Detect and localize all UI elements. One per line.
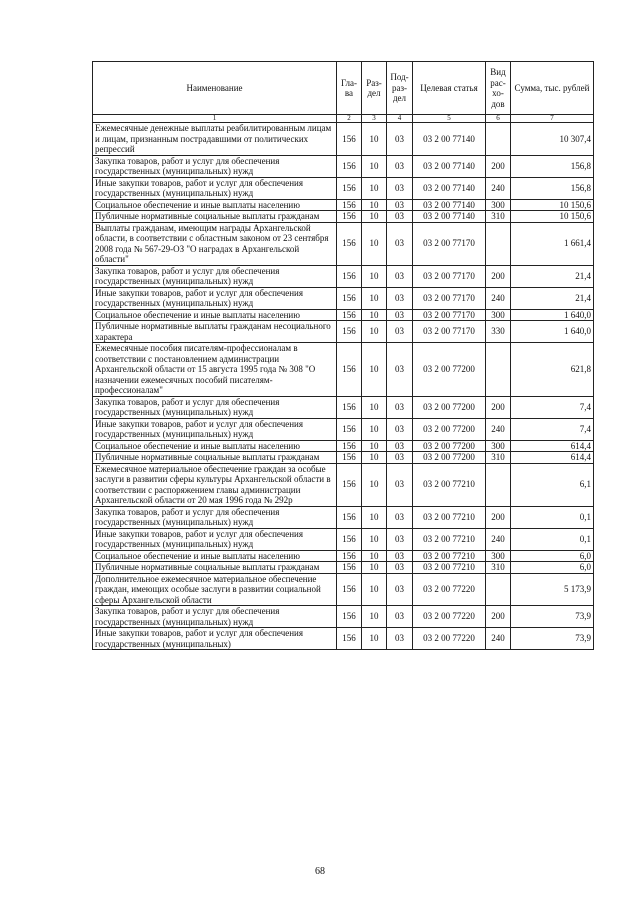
row-section: 10 [362,265,387,287]
row-subsection: 03 [387,550,413,562]
header-chapter: Гла-ва [337,62,362,115]
row-subsection: 03 [387,573,413,606]
row-target: 03 2 00 77210 [413,562,486,574]
row-name: Социальное обеспечение и иные выплаты населению [93,309,337,321]
row-type: 310 [486,562,511,574]
header-sum: Сумма, тыс. рублей [511,62,594,115]
row-sum: 21,4 [511,287,594,309]
row-sum: 1 661,4 [511,222,594,265]
header-section: Раз-дел [362,62,387,115]
row-subsection: 03 [387,606,413,628]
table-row [93,528,594,550]
row-section: 10 [362,528,387,550]
row-name: Публичные нормативные социальные выплаты гражданам [93,452,337,464]
row-target: 03 2 00 77140 [413,155,486,177]
table-row [93,343,594,397]
row-target: 03 2 00 77170 [413,321,486,343]
row-chapter: 156 [337,528,362,550]
row-name: Ежемесячные денежные выплаты реабилитированным лицам и лицам, признанным пострадавшими от политических репрессий [93,123,337,156]
header-subsection: Под-раз-дел [387,62,413,115]
row-subsection: 03 [387,562,413,574]
column-number-row [93,115,594,123]
row-chapter: 156 [337,506,362,528]
row-section: 10 [362,396,387,418]
row-target: 03 2 00 77210 [413,463,486,506]
row-subsection: 03 [387,628,413,650]
column-number: 5 [413,115,486,123]
row-section: 10 [362,463,387,506]
row-chapter: 156 [337,463,362,506]
row-chapter: 156 [337,287,362,309]
column-number: 2 [337,115,362,123]
row-target: 03 2 00 77140 [413,211,486,223]
row-name: Закупка товаров, работ и услуг для обеспечения государственных (муниципальных) нужд [93,155,337,177]
row-section: 10 [362,309,387,321]
row-section: 10 [362,573,387,606]
row-sum: 10 150,6 [511,199,594,211]
row-type: 300 [486,309,511,321]
row-target: 03 2 00 77200 [413,452,486,464]
row-subsection: 03 [387,418,413,440]
row-subsection: 03 [387,123,413,156]
row-chapter: 156 [337,211,362,223]
row-chapter: 156 [337,321,362,343]
row-target: 03 2 00 77140 [413,199,486,211]
row-target: 03 2 00 77200 [413,396,486,418]
row-subsection: 03 [387,321,413,343]
row-sum: 614,4 [511,452,594,464]
column-number: 4 [387,115,413,123]
table-row [93,199,594,211]
table-row [93,309,594,321]
row-target: 03 2 00 77170 [413,287,486,309]
row-target: 03 2 00 77140 [413,123,486,156]
row-type: 240 [486,628,511,650]
row-sum: 1 640,0 [511,321,594,343]
row-type: 200 [486,606,511,628]
row-section: 10 [362,211,387,223]
row-chapter: 156 [337,550,362,562]
row-subsection: 03 [387,309,413,321]
row-chapter: 156 [337,452,362,464]
row-name: Иные закупки товаров, работ и услуг для обеспечения государственных (муниципальных) нужд [93,528,337,550]
row-section: 10 [362,199,387,211]
row-name: Закупка товаров, работ и услуг для обеспечения государственных (муниципальных) нужд [93,396,337,418]
table-row [93,123,594,156]
row-sum: 621,8 [511,343,594,397]
row-name: Ежемесячные пособия писателям-профессионалам в соответствии с постановлением администрации Архангельской области от 15 августа 1995 года № 308 "О назначении ежемесячных пособий писателям-профессионалам" [93,343,337,397]
row-chapter: 156 [337,440,362,452]
row-chapter: 156 [337,123,362,156]
row-name: Публичные нормативные социальные выплаты гражданам [93,562,337,574]
row-name: Ежемесячное материальное обеспечение граждан за особые заслуги в развитии сферы культуры Архангельской области в соответствии с распоряжением главы администрации Архангельской области от 20 мая 1996 года № 292р [93,463,337,506]
row-subsection: 03 [387,506,413,528]
row-section: 10 [362,628,387,650]
row-target: 03 2 00 77200 [413,440,486,452]
row-name: Иные закупки товаров, работ и услуг для обеспечения государственных (муниципальных) нужд [93,418,337,440]
row-sum: 73,9 [511,606,594,628]
row-target: 03 2 00 77220 [413,606,486,628]
row-sum: 1 640,0 [511,309,594,321]
header-name: Наименование [93,62,337,115]
row-type [486,222,511,265]
row-sum: 10 307,4 [511,123,594,156]
row-name: Социальное обеспечение и иные выплаты населению [93,440,337,452]
table-row [93,440,594,452]
row-name: Иные закупки товаров, работ и услуг для обеспечения государственных (муниципальных) [93,628,337,650]
row-chapter: 156 [337,418,362,440]
row-type: 240 [486,177,511,199]
budget-table [92,61,594,650]
row-type: 330 [486,321,511,343]
table-row [93,265,594,287]
table-row [93,287,594,309]
row-type: 310 [486,452,511,464]
column-number: 7 [511,115,594,123]
page-number: 68 [315,866,325,877]
row-name: Закупка товаров, работ и услуг для обеспечения государственных (муниципальных) нужд [93,506,337,528]
row-sum: 6,0 [511,562,594,574]
table-body [93,123,594,650]
row-type: 200 [486,396,511,418]
row-subsection: 03 [387,211,413,223]
row-name: Выплаты гражданам, имеющим награды Архангельской области, в соответствии с областным законом от 23 сентября 2008 года № 567-29-ОЗ "О наградах в Архангельской области" [93,222,337,265]
header-type: Вид рас-хо-дов [486,62,511,115]
row-subsection: 03 [387,452,413,464]
row-sum: 7,4 [511,396,594,418]
row-target: 03 2 00 77210 [413,550,486,562]
row-section: 10 [362,321,387,343]
row-chapter: 156 [337,573,362,606]
row-name: Публичные нормативные социальные выплаты гражданам [93,211,337,223]
row-sum: 614,4 [511,440,594,452]
row-type [486,463,511,506]
row-chapter: 156 [337,265,362,287]
table-row [93,506,594,528]
row-chapter: 156 [337,562,362,574]
row-type: 300 [486,199,511,211]
row-sum: 156,8 [511,177,594,199]
row-target: 03 2 00 77170 [413,265,486,287]
row-target: 03 2 00 77210 [413,528,486,550]
row-chapter: 156 [337,343,362,397]
row-type: 240 [486,287,511,309]
row-section: 10 [362,155,387,177]
table-row [93,418,594,440]
row-subsection: 03 [387,199,413,211]
row-type: 200 [486,155,511,177]
row-name: Публичные нормативные выплаты гражданам несоциального характера [93,321,337,343]
row-sum: 0,1 [511,528,594,550]
row-name: Дополнительное ежемесячное материальное обеспечение граждан, имеющих особые заслуги в развитии социальной сферы Архангельской области [93,573,337,606]
row-subsection: 03 [387,287,413,309]
table-row [93,606,594,628]
row-type [486,343,511,397]
row-type: 240 [486,528,511,550]
table-row [93,463,594,506]
row-chapter: 156 [337,309,362,321]
row-sum: 0,1 [511,506,594,528]
row-chapter: 156 [337,222,362,265]
row-section: 10 [362,177,387,199]
row-target: 03 2 00 77200 [413,343,486,397]
row-chapter: 156 [337,177,362,199]
table-row [93,211,594,223]
table-row [93,628,594,650]
row-target: 03 2 00 77170 [413,222,486,265]
row-sum: 6,1 [511,463,594,506]
row-sum: 7,4 [511,418,594,440]
row-section: 10 [362,452,387,464]
row-name: Закупка товаров, работ и услуг для обеспечения государственных (муниципальных) нужд [93,265,337,287]
row-subsection: 03 [387,528,413,550]
column-number: 1 [93,115,337,123]
table-row [93,550,594,562]
row-type: 200 [486,506,511,528]
row-name: Иные закупки товаров, работ и услуг для обеспечения государственных (муниципальных) нужд [93,287,337,309]
row-section: 10 [362,287,387,309]
row-type: 310 [486,211,511,223]
row-section: 10 [362,123,387,156]
row-sum: 73,9 [511,628,594,650]
table-row [93,321,594,343]
row-subsection: 03 [387,343,413,397]
row-target: 03 2 00 77170 [413,309,486,321]
row-section: 10 [362,418,387,440]
row-target: 03 2 00 77220 [413,573,486,606]
row-target: 03 2 00 77220 [413,628,486,650]
row-target: 03 2 00 77200 [413,418,486,440]
row-type: 200 [486,265,511,287]
row-type [486,573,511,606]
row-target: 03 2 00 77210 [413,506,486,528]
row-subsection: 03 [387,440,413,452]
row-sum: 21,4 [511,265,594,287]
row-chapter: 156 [337,199,362,211]
header-target: Целевая статья [413,62,486,115]
row-section: 10 [362,222,387,265]
row-type: 300 [486,550,511,562]
row-sum: 156,8 [511,155,594,177]
table-row [93,452,594,464]
row-type [486,123,511,156]
row-type: 300 [486,440,511,452]
column-number: 3 [362,115,387,123]
table-row [93,155,594,177]
row-subsection: 03 [387,222,413,265]
row-sum: 6,0 [511,550,594,562]
row-subsection: 03 [387,463,413,506]
row-subsection: 03 [387,155,413,177]
row-sum: 10 150,6 [511,211,594,223]
table-row [93,396,594,418]
row-name: Закупка товаров, работ и услуг для обеспечения государственных (муниципальных) нужд [93,606,337,628]
table-header-row [93,62,594,115]
row-name: Социальное обеспечение и иные выплаты населению [93,550,337,562]
row-chapter: 156 [337,628,362,650]
table-row [93,222,594,265]
row-target: 03 2 00 77140 [413,177,486,199]
row-subsection: 03 [387,396,413,418]
row-section: 10 [362,440,387,452]
row-section: 10 [362,550,387,562]
row-name: Социальное обеспечение и иные выплаты населению [93,199,337,211]
row-sum: 5 173,9 [511,573,594,606]
row-section: 10 [362,506,387,528]
row-section: 10 [362,606,387,628]
row-chapter: 156 [337,155,362,177]
table-row [93,573,594,606]
table-row [93,177,594,199]
row-name: Иные закупки товаров, работ и услуг для обеспечения государственных (муниципальных) нужд [93,177,337,199]
row-chapter: 156 [337,396,362,418]
column-number: 6 [486,115,511,123]
row-subsection: 03 [387,265,413,287]
row-subsection: 03 [387,177,413,199]
row-type: 240 [486,418,511,440]
row-chapter: 156 [337,606,362,628]
row-section: 10 [362,562,387,574]
row-section: 10 [362,343,387,397]
table-row [93,562,594,574]
